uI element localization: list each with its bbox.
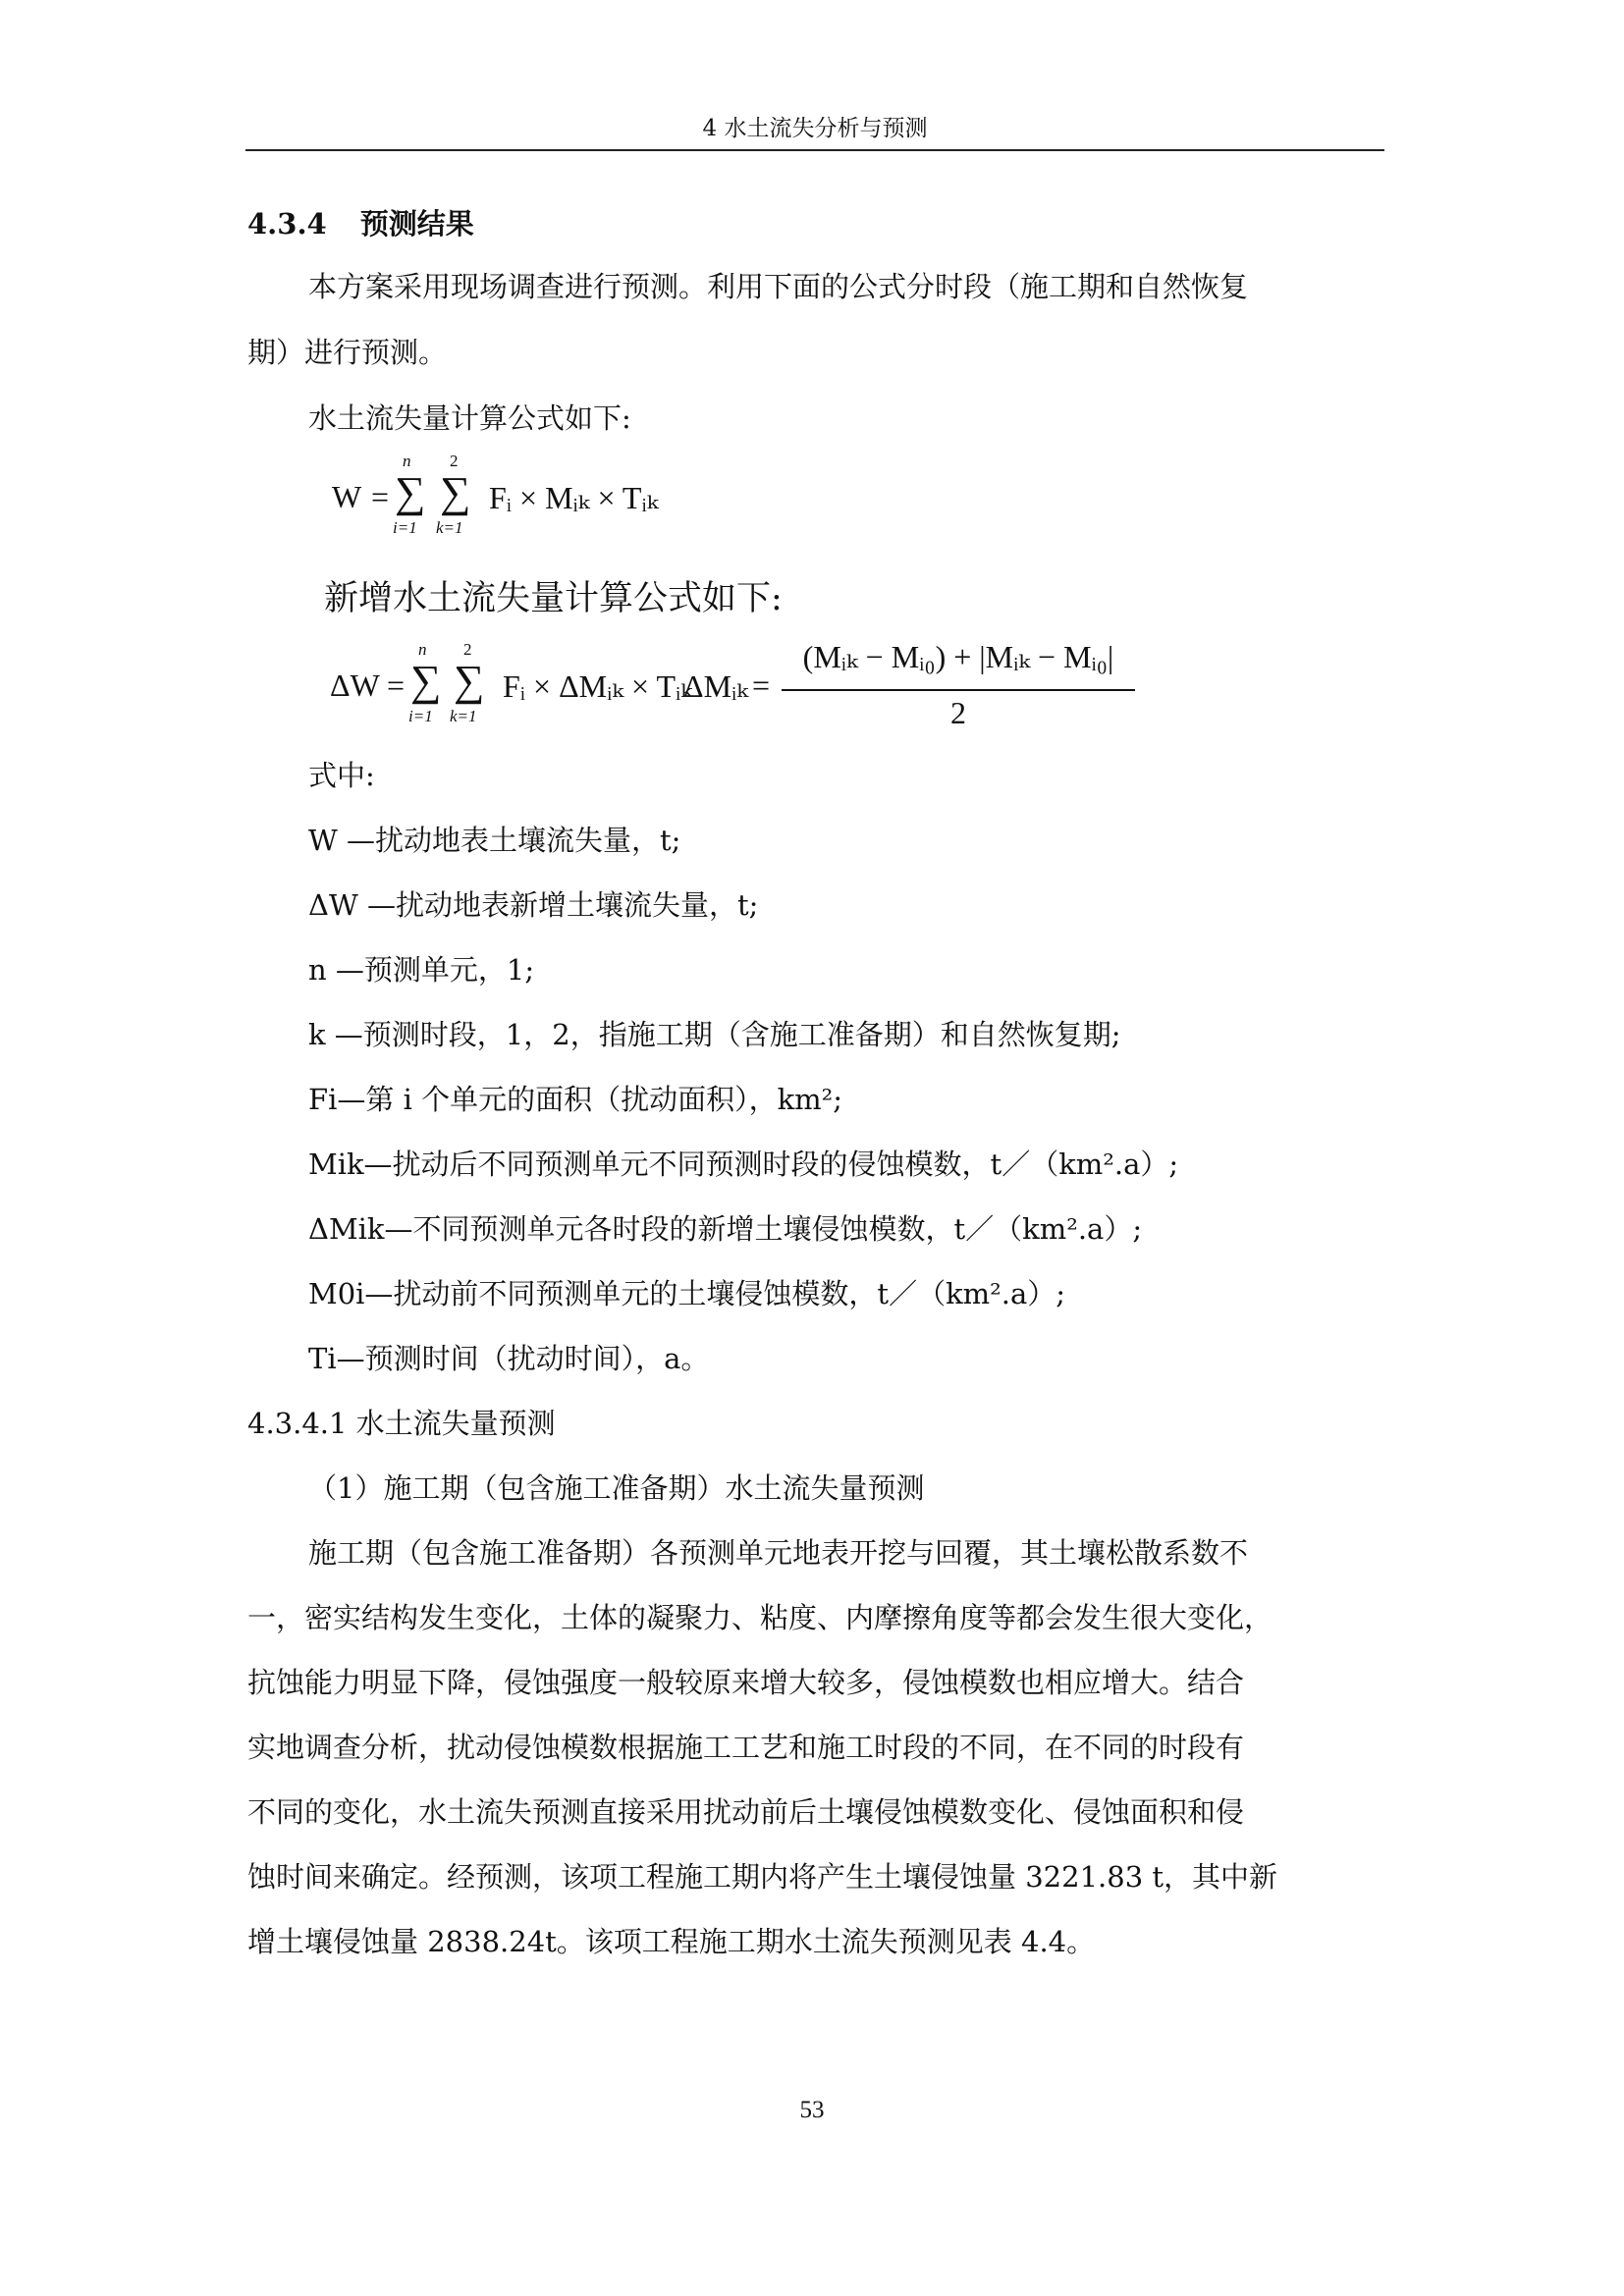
body-line: 不同的变化，水土流失预测直接采用扰动前后土壤侵蚀模数变化、侵蚀面积和侵 (247, 1795, 1245, 1829)
formula1-lhs: W (332, 479, 362, 514)
where-label: 式中: (308, 759, 375, 792)
intro-line-2: 期）进行预测。 (247, 336, 448, 369)
fraction-bar (782, 689, 1135, 691)
definition-item: ΔW —扰动地表新增土壤流失量，t; (308, 888, 759, 922)
body-line: 蚀时间来确定。经预测，该项工程施工期内将产生土壤侵蚀量 3221.83 t，其中新 (247, 1860, 1278, 1894)
formula1-body: Fᵢ × Mᵢₖ × Tᵢₖ (489, 480, 659, 515)
formula2-body: Fᵢ × ΔMᵢₖ × Tᵢₖ (503, 668, 692, 704)
formula-1: W = ∑ n i=1 ∑ 2 k=1 Fᵢ × Mᵢₖ × Tᵢₖ (332, 452, 659, 537)
definition-item: Mik—扰动后不同预测单元不同预测时段的侵蚀模数，t／（km².a）; (308, 1148, 1179, 1181)
definition-item: M0i—扰动前不同预测单元的土壤侵蚀模数，t／（km².a）; (308, 1277, 1066, 1310)
definition-item: Fi—第 i 个单元的面积（扰动面积），km²; (308, 1083, 843, 1116)
body-line: 增土壤侵蚀量 2838.24t。该项工程施工期水土流失预测见表 4.4。 (247, 1925, 1096, 1958)
page-number: 53 (799, 2097, 825, 2123)
header-rule (245, 149, 1384, 151)
formula2-denominator: 2 (950, 695, 966, 730)
subsection-heading: 4.3.4.1 水土流失量预测 (247, 1407, 556, 1440)
formula2-numerator: (Mᵢₖ − Mᵢ₀) + |Mᵢₖ − Mᵢ₀| (802, 639, 1114, 674)
definition-item: n —预测单元，1; (308, 953, 535, 987)
section-heading (247, 202, 474, 242)
running-header: 4 水土流失分析与预测 (702, 116, 928, 141)
section-title: 预测结果 (359, 207, 474, 240)
formula2-label: 新增水土流失量计算公式如下: (324, 579, 783, 618)
formula-2: ΔW = ∑ n i=1 ∑ 2 k=1 Fᵢ × ΔMᵢₖ × Tᵢₖ ΔMᵢₖ = (Mᵢₖ − Mᵢ₀) + |Mᵢₖ − Mᵢ₀| 2 (330, 642, 1135, 740)
definition-item: W —扰动地表土壤流失量，t; (308, 824, 681, 857)
body-line: 施工期（包含施工准备期）各预测单元地表开挖与回覆，其土壤松散系数不 (308, 1536, 1249, 1570)
definition-item: Ti—预测时间（扰动时间），a。 (308, 1342, 710, 1375)
body-line: 实地调查分析，扰动侵蚀模数根据施工工艺和施工时段的不同，在不同的时段有 (247, 1731, 1245, 1764)
formula2-rhs-lhs: ΔMᵢₖ (683, 668, 748, 704)
subheading: （1）施工期（包含施工准备期）水土流失量预测 (308, 1471, 925, 1505)
section-number: 4.3.4 (247, 207, 327, 240)
formula2-lhs: ΔW (330, 667, 380, 703)
body-line: 抗蚀能力明显下降，侵蚀强度一般较原来增大较多，侵蚀模数也相应增大。结合 (247, 1666, 1245, 1699)
definition-item: ΔMik—不同预测单元各时段的新增土壤侵蚀模数，t／（km².a）; (308, 1212, 1143, 1246)
definition-item: k —预测时段，1，2，指施工期（含施工准备期）和自然恢复期; (308, 1018, 1121, 1051)
body-line: 一，密实结构发生变化，土体的凝聚力、粘度、内摩擦角度等都会发生很大变化， (247, 1601, 1273, 1634)
intro-line-1: 本方案采用现场调查进行预测。利用下面的公式分时段（施工期和自然恢复 (308, 270, 1249, 303)
formula1-label: 水土流失量计算公式如下: (308, 401, 631, 435)
